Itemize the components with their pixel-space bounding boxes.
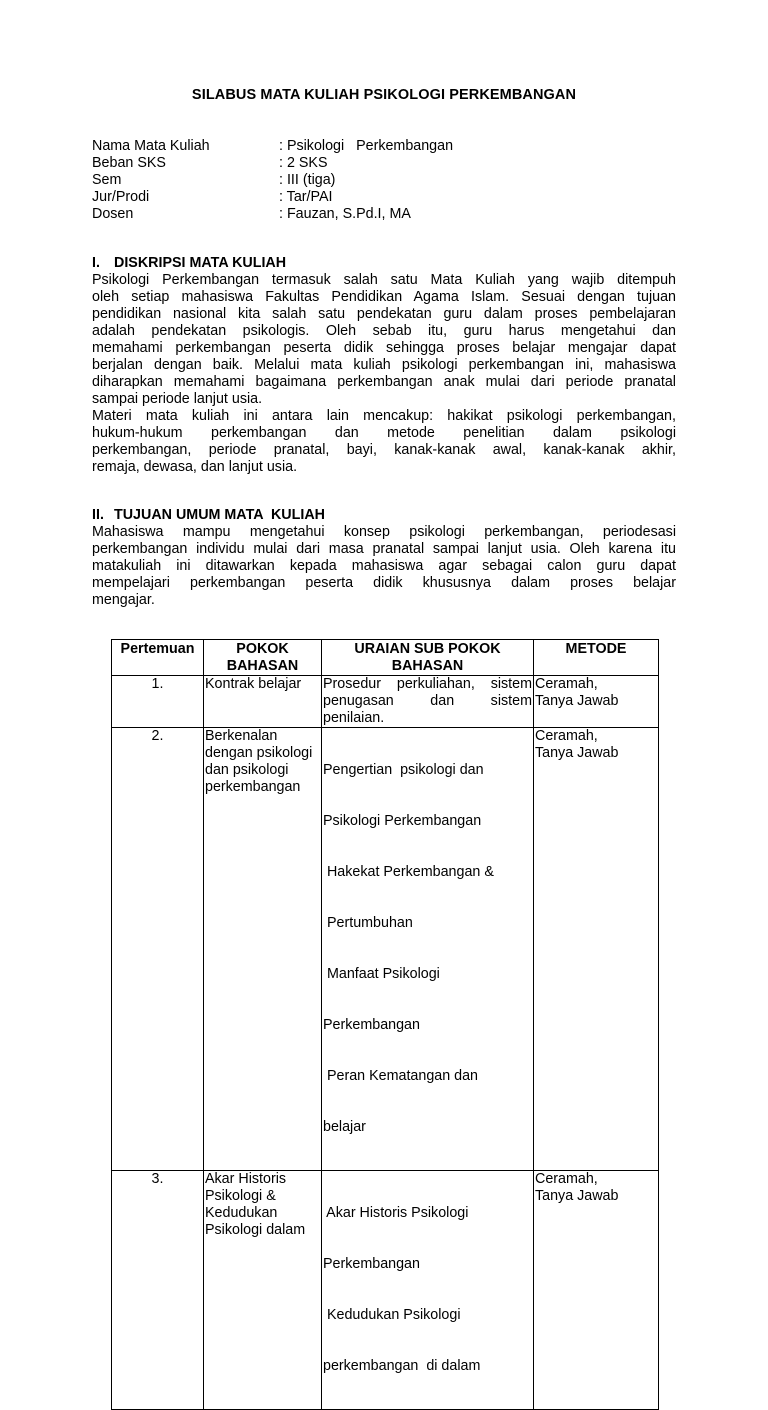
info-label: Sem (92, 172, 122, 188)
header-metode: METODE (534, 640, 659, 676)
info-value: : III (tiga) (279, 172, 336, 188)
cell-metode (534, 728, 659, 1171)
document-title: SILABUS MATA KULIAH PSIKOLOGI PERKEMBANGAN (191, 87, 577, 103)
paragraph-line: berjalan dengan baik. Melalui mata kuliah psikologi perkembangan ini, mahasiswa (92, 357, 676, 373)
info-row (92, 189, 453, 206)
table-row (112, 1171, 659, 1410)
info-row (92, 172, 453, 189)
cell-pokok (204, 1171, 322, 1410)
section-number: II. (92, 507, 104, 523)
paragraph-line: Psikologi Perkembangan termasuk salah satu Mata Kuliah yang wajib ditempuh (92, 272, 676, 288)
cell-line: Psikologi Perkembangan (323, 813, 482, 829)
cell-line: penilaian. (323, 710, 385, 726)
paragraph-line: hukum-hukum perkembangan dan metode penelitian dalam psikologi (92, 425, 676, 441)
cell-line: Akar Historis Psikologi (323, 1205, 469, 1221)
cell-no: 3. (112, 1171, 204, 1410)
cell-line: Psikologi dalam (205, 1222, 306, 1238)
paragraph-line: adalah pendekatan psikologis. Oleh sebab itu, guru harus mengetahui dan (92, 323, 676, 339)
header-pertemuan: Pertemuan (112, 640, 204, 676)
cell-line: Ceramah, (535, 728, 598, 744)
section-body-deskripsi (92, 272, 676, 476)
cell-metode (534, 1171, 659, 1410)
cell-line: Manfaat Psikologi (323, 966, 440, 982)
cell-line: belajar (323, 1119, 366, 1135)
cell-line: Ceramah, (535, 1171, 598, 1187)
paragraph-line: Materi mata kuliah ini antara lain mencakup: hakikat psikologi perkembangan, (92, 408, 676, 424)
paragraph-line: mempelajari perkembangan peserta didik khususnya dalam proses belajar (92, 575, 676, 591)
cell-line: dan psikologi (205, 762, 289, 778)
section-heading-text: TUJUAN UMUM MATA KULIAH (114, 507, 325, 523)
info-label: Nama Mata Kuliah (92, 138, 210, 154)
cell-line: Peran Kematangan dan (323, 1068, 478, 1084)
section-body-tujuan (92, 524, 676, 609)
cell-line: Berkenalan (205, 728, 278, 744)
paragraph-line: memahami perkembangan peserta didik sehingga proses belajar mengajar dapat (92, 340, 676, 356)
paragraph-line: diharapkan memahami bagaimana perkembangan anak mulai dari periode pranatal (92, 374, 676, 390)
cell-pokok (204, 676, 322, 728)
course-info (92, 138, 453, 223)
table-header-row (112, 640, 659, 676)
header-uraian: URAIAN SUB POKOK BAHASAN (322, 640, 534, 676)
paragraph-line: oleh setiap mahasiswa Fakultas Pendidikan Agama Islam. Sesuai dengan tujuan (92, 289, 676, 305)
info-row (92, 155, 453, 172)
section-heading-text: DISKRIPSI MATA KULIAH (114, 255, 287, 271)
paragraph-line: pendidikan nasional kita salah satu pendekatan guru dalam proses pembelajaran (92, 306, 676, 322)
info-label: Jur/Prodi (92, 189, 150, 205)
cell-line: Tanya Jawab (535, 745, 619, 761)
cell-line: Kedudukan Psikologi (323, 1307, 461, 1323)
paragraph-line: remaja, dewasa, dan lanjut usia. (92, 459, 298, 475)
cell-line: Pengertian psikologi dan (323, 762, 484, 778)
cell-line: Ceramah, (535, 676, 598, 692)
paragraph-line: perkembangan, periode pranatal, bayi, kanak-kanak awal, kanak-kanak akhir, (92, 442, 676, 458)
table-row (112, 728, 659, 1171)
cell-uraian (322, 1171, 534, 1410)
info-label: Dosen (92, 206, 134, 222)
cell-uraian (322, 676, 534, 728)
cell-line: Perkembangan (323, 1017, 420, 1033)
syllabus-table (111, 639, 659, 1410)
cell-line: Hakekat Perkembangan & (323, 864, 494, 880)
paragraph-line: mengajar. (92, 592, 155, 608)
info-label: Beban SKS (92, 155, 166, 171)
table-row (112, 676, 659, 728)
info-value: : Fauzan, S.Pd.I, MA (279, 206, 411, 222)
cell-line: Psikologi & (205, 1188, 276, 1204)
cell-line: Akar Historis (205, 1171, 287, 1187)
paragraph-line: matakuliah ini ditawarkan kepada mahasiswa agar sebagai calon guru dapat (92, 558, 676, 574)
info-value: : Tar/PAI (279, 189, 333, 205)
section-heading-tujuan (92, 507, 325, 523)
cell-metode (534, 676, 659, 728)
cell-line: Prosedur perkuliahan, sistem (323, 676, 532, 692)
cell-no: 1. (112, 676, 204, 728)
paragraph-line: perkembangan individu mulai dari masa pranatal sampai lanjut usia. Oleh karena itu (92, 541, 676, 557)
header-pokok-bahasan: POKOK BAHASAN (204, 640, 322, 676)
paragraph-line: Mahasiswa mampu mengetahui konsep psikologi perkembangan, periodesasi (92, 524, 676, 540)
cell-line: perkembangan (205, 779, 301, 795)
cell-line: perkembangan di dalam (323, 1358, 481, 1374)
cell-line: Kontrak belajar (205, 676, 302, 692)
section-number: I. (92, 255, 100, 271)
paragraph-line: sampai periode lanjut usia. (92, 391, 263, 407)
cell-line: penugasan dan sistem (323, 693, 532, 709)
cell-line: Kedudukan (205, 1205, 278, 1221)
cell-line: Pertumbuhan (323, 915, 413, 931)
info-value: : 2 SKS (279, 155, 328, 171)
info-row (92, 206, 453, 223)
cell-uraian (322, 728, 534, 1171)
section-heading-deskripsi (92, 255, 286, 271)
cell-line: dengan psikologi (205, 745, 313, 761)
cell-line: Tanya Jawab (535, 1188, 619, 1204)
cell-no: 2. (112, 728, 204, 1171)
info-row (92, 138, 453, 155)
cell-pokok (204, 728, 322, 1171)
cell-line: Tanya Jawab (535, 693, 619, 709)
cell-line: Perkembangan (323, 1256, 420, 1272)
info-value: : Psikologi Perkembangan (279, 138, 454, 154)
